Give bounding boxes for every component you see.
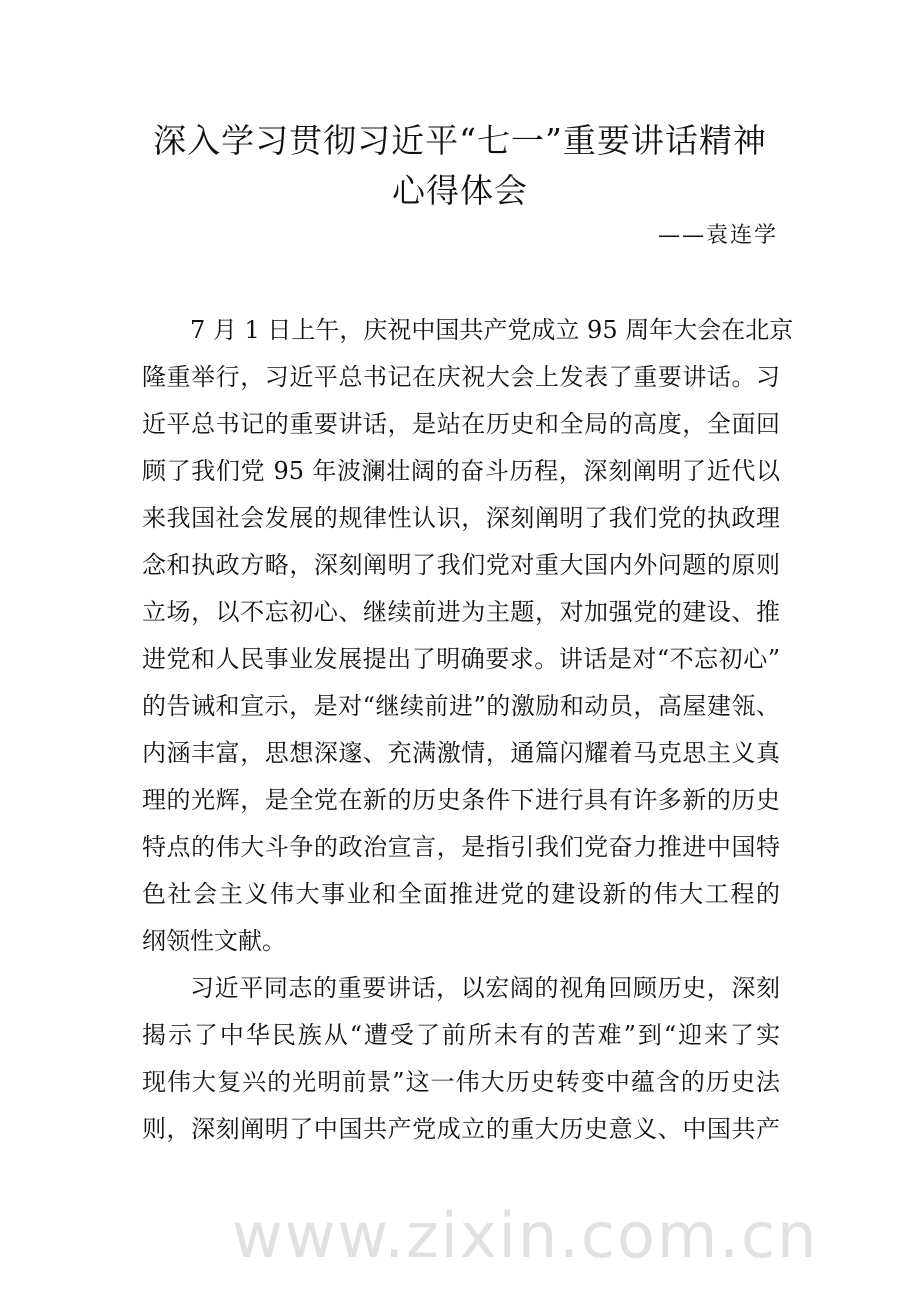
paragraph-line: 现伟大复兴的光明前景”这一伟大历史转变中蕴含的历史法 — [142, 1068, 780, 1096]
paragraph-line: 近平总书记的重要讲话，是站在历史和全局的高度，全面回 — [142, 410, 780, 438]
paragraph-line: 来我国社会发展的规律性认识，深刻阐明了我们党的执政理 — [142, 504, 780, 532]
paragraph-line: 则，深刻阐明了中国共产党成立的重大历史意义、中国共产 — [142, 1115, 780, 1143]
paragraph-line: 的告诫和宣示，是对“继续前进”的激励和动员，高屋建瓴、 — [142, 692, 780, 720]
paragraph-line: 隆重举行，习近平总书记在庆祝大会上发表了重要讲话。习 — [142, 363, 780, 391]
paragraph-line: 顾了我们党 95 年波澜壮阔的奋斗历程，深刻阐明了近代以 — [142, 457, 780, 485]
paragraph-line: 纲领性文献。 — [142, 927, 286, 955]
watermark: www.zixin.com.cn — [232, 1199, 819, 1272]
document-title-line-2: 心得体会 — [392, 171, 528, 210]
document-author: ——袁连学 — [657, 223, 778, 248]
paragraph-line: 特点的伟大斗争的政治宣言，是指引我们党奋力推进中国特 — [142, 833, 780, 861]
paragraph-line: 色社会主义伟大事业和全面推进党的建设新的伟大工程的 — [142, 880, 780, 908]
document-body — [142, 312, 794, 1158]
paragraph-line: 念和执政方略，深刻阐明了我们党对重大国内外问题的原则 — [142, 551, 780, 579]
paragraph-line: 内涵丰富，思想深邃、充满激情，通篇闪耀着马克思主义真 — [142, 739, 780, 767]
paragraph-line: 揭示了中华民族从“遭受了前所未有的苦难”到“迎来了实 — [142, 1021, 780, 1049]
paragraph-line: 理的光辉，是全党在新的历史条件下进行具有许多新的历史 — [142, 786, 780, 814]
document-title-line-1: 深入学习贯彻习近平“七一”重要讲话精神 — [153, 121, 767, 160]
paragraph-line: 习近平同志的重要讲话，以宏阔的视角回顾历史，深刻 — [190, 974, 780, 1002]
paragraph-line: 7 月 1 日上午，庆祝中国共产党成立 95 周年大会在北京 — [190, 316, 794, 344]
paragraph-line: 立场，以不忘初心、继续前进为主题，对加强党的建设、推 — [142, 598, 780, 626]
paragraph-line: 进党和人民事业发展提出了明确要求。讲话是对“不忘初心” — [142, 645, 780, 673]
